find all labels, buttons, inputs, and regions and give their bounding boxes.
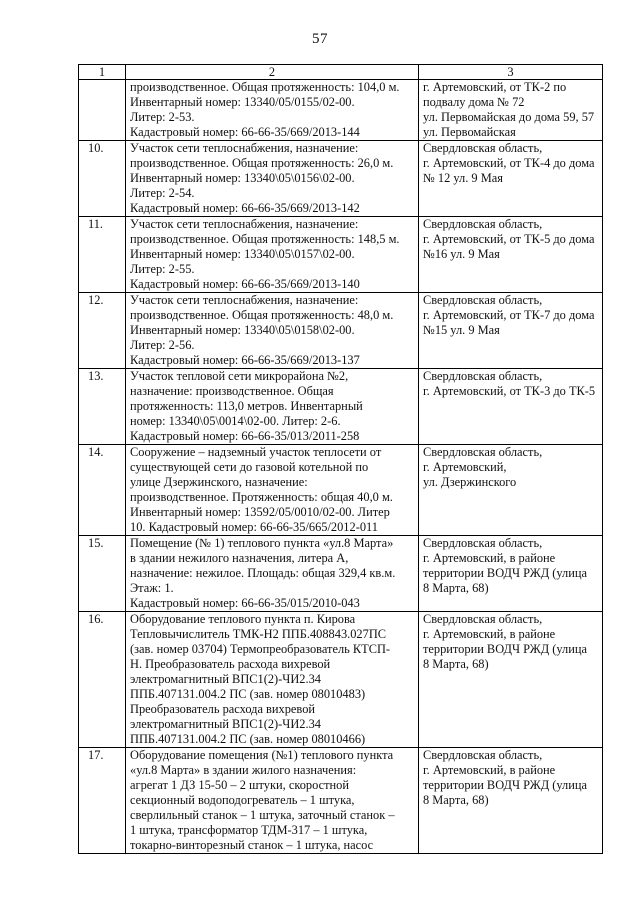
description-line: токарно-винторезный станок – 1 штука, насос	[130, 838, 374, 852]
description-line: Литер: 2-55.	[130, 262, 195, 276]
description-line: номер: 13340\05\0014\02-00. Литер: 2-6.	[130, 414, 341, 428]
description-line: электромагнитный ВПС1(2)-ЧИ2.34	[130, 672, 321, 686]
table-body	[79, 65, 603, 854]
description-cell	[126, 217, 419, 293]
description-cell	[126, 293, 419, 369]
description-line: Литер: 2-53.	[130, 110, 195, 124]
location-line: Свердловская область,	[423, 612, 543, 626]
description-line: Кадастровый номер: 66-66-35/669/2013-144	[130, 125, 360, 139]
location-cell	[419, 445, 603, 536]
description-cell	[126, 445, 419, 536]
location-line: ул. Первомайская	[423, 125, 516, 139]
location-line: № 12 ул. 9 Мая	[423, 171, 503, 185]
location-line: г. Артемовский, в районе	[423, 763, 556, 777]
page-number: 57	[312, 31, 328, 47]
location-line: г. Артемовский, от ТК-2 по	[423, 80, 567, 94]
location-line: г. Артемовский, в районе	[423, 551, 556, 565]
location-line: №16 ул. 9 Мая	[423, 247, 500, 261]
description-line: Инвентарный номер: 13340/05/0155/02-00.	[130, 95, 355, 109]
description-line: Кадастровый номер: 66-66-35/669/2013-140	[130, 277, 360, 291]
table-row	[79, 748, 603, 854]
description-line: Помещение (№ 1) теплового пункта «ул.8 Марта»	[130, 536, 394, 550]
description-line: Инвентарный номер: 13340\05\0156\02-00.	[130, 171, 355, 185]
description-line: ППБ.407131.004.2 ПС (зав. номер 08010483)	[130, 687, 366, 701]
row-number-cell: 11.	[79, 217, 126, 293]
description-line: производственное. Общая протяженность: 148,5 м.	[130, 232, 400, 246]
location-line: г. Артемовский, от ТК-7 до дома	[423, 308, 595, 322]
description-line: Инвентарный номер: 13340\05\0158\02-00.	[130, 323, 355, 337]
location-line: территории ВОДЧ РЖД (улица	[423, 778, 587, 792]
description-line: улице Дзержинского, назначение:	[130, 475, 308, 489]
description-line: 10. Кадастровый номер: 66-66-35/665/2012-011	[130, 520, 378, 534]
location-cell	[419, 217, 603, 293]
location-line: Свердловская область,	[423, 217, 543, 231]
table-row	[79, 536, 603, 612]
location-line: г. Артемовский, от ТК-3 до ТК-5	[423, 384, 596, 398]
description-line: Кадастровый номер: 66-66-35/669/2013-137	[130, 353, 360, 367]
column-header-3: 3	[419, 65, 603, 80]
description-cell	[126, 141, 419, 217]
description-line: производственное. Общая протяженность: 48,0 м.	[130, 308, 394, 322]
location-cell	[419, 293, 603, 369]
row-number-cell: 17.	[79, 748, 126, 854]
description-line: производственное. Общая протяженность: 104,0 м.	[130, 80, 400, 94]
description-line: Этаж: 1.	[130, 581, 174, 595]
description-line: агрегат 1 ДЗ 15-50 – 2 штуки, скоростной	[130, 778, 349, 792]
description-line: Оборудование помещения (№1) теплового пункта	[130, 748, 394, 762]
location-line: подвалу дома № 72	[423, 95, 525, 109]
description-cell	[126, 536, 419, 612]
description-line: Литер: 2-54.	[130, 186, 195, 200]
description-line: Н. Преобразователь расхода вихревой	[130, 657, 331, 671]
property-registry-table	[78, 64, 603, 854]
description-cell	[126, 612, 419, 748]
description-line: существующей сети до газовой котельной по	[130, 460, 369, 474]
location-line: 8 Марта, 68)	[423, 793, 489, 807]
column-header-2: 2	[126, 65, 419, 80]
location-line: Свердловская область,	[423, 141, 543, 155]
location-line: территории ВОДЧ РЖД (улица	[423, 566, 587, 580]
location-line: г. Артемовский,	[423, 460, 507, 474]
location-cell	[419, 612, 603, 748]
row-number-cell: 13.	[79, 369, 126, 445]
row-number-cell	[79, 80, 126, 141]
description-line: Участок тепловой сети микрорайона №2,	[130, 369, 349, 383]
description-cell	[126, 748, 419, 854]
location-cell	[419, 536, 603, 612]
table-row	[79, 369, 603, 445]
location-line: Свердловская область,	[423, 369, 543, 383]
description-line: Участок сети теплоснабжения, назначение:	[130, 217, 359, 231]
description-cell	[126, 369, 419, 445]
row-number-cell: 16.	[79, 612, 126, 748]
row-number-cell: 14.	[79, 445, 126, 536]
location-cell	[419, 80, 603, 141]
description-line: Кадастровый номер: 66-66-35/013/2011-258	[130, 429, 360, 443]
location-line: г. Артемовский, от ТК-5 до дома	[423, 232, 595, 246]
description-line: сверлильный станок – 1 штука, заточный станок –	[130, 808, 395, 822]
table-row	[79, 293, 603, 369]
description-line: 1 штука, трансформатор ТДМ-317 – 1 штука,	[130, 823, 368, 837]
location-line: №15 ул. 9 Мая	[423, 323, 500, 337]
location-line: 8 Марта, 68)	[423, 657, 489, 671]
description-line: Литер: 2-56.	[130, 338, 195, 352]
location-line: Свердловская область,	[423, 536, 543, 550]
description-cell	[126, 80, 419, 141]
column-header-1: 1	[79, 65, 126, 80]
location-line: г. Артемовский, от ТК-4 до дома	[423, 156, 595, 170]
location-line: Свердловская область,	[423, 293, 543, 307]
description-line: Инвентарный номер: 13340\05\0157\02-00.	[130, 247, 355, 261]
description-line: Тепловычислитель ТМК-Н2 ППБ.408843.027ПС	[130, 627, 387, 641]
table-row	[79, 141, 603, 217]
row-number-cell: 10.	[79, 141, 126, 217]
table-row	[79, 217, 603, 293]
description-line: Сооружение – надземный участок теплосети от	[130, 445, 382, 459]
location-cell	[419, 748, 603, 854]
description-line: протяженность: 113,0 метров. Инвентарный	[130, 399, 363, 413]
table-row	[79, 612, 603, 748]
description-line: производственное. Общая протяженность: 26,0 м.	[130, 156, 394, 170]
location-line: ул. Дзержинского	[423, 475, 517, 489]
description-line: производственное. Протяженность: общая 40,0 м.	[130, 490, 393, 504]
row-number-cell: 12.	[79, 293, 126, 369]
location-line: 8 Марта, 68)	[423, 581, 489, 595]
description-line: Кадастровый номер: 66-66-35/669/2013-142	[130, 201, 360, 215]
location-line: Свердловская область,	[423, 445, 543, 459]
description-line: Оборудование теплового пункта п. Кирова	[130, 612, 356, 626]
description-line: Преобразователь расхода вихревой	[130, 702, 316, 716]
description-line: ППБ.407131.004.2 ПС (зав. номер 08010466)	[130, 732, 366, 746]
location-cell	[419, 369, 603, 445]
description-line: электромагнитный ВПС1(2)-ЧИ2.34	[130, 717, 321, 731]
description-line: «ул.8 Марта» в здании жилого назначения:	[130, 763, 357, 777]
location-line: г. Артемовский, в районе	[423, 627, 556, 641]
description-line: в здании нежилого назначения, литера А,	[130, 551, 349, 565]
location-cell	[419, 141, 603, 217]
table-header-row	[79, 65, 603, 80]
table-row	[79, 80, 603, 141]
description-line: секционный водоподогреватель – 1 штука,	[130, 793, 355, 807]
description-line: Инвентарный номер: 13592/05/0010/02-00. Литер	[130, 505, 390, 519]
description-line: назначение: производственное. Общая	[130, 384, 334, 398]
table-row	[79, 445, 603, 536]
description-line: (зав. номер 03704) Термопреобразователь КТСП-	[130, 642, 391, 656]
row-number-cell: 15.	[79, 536, 126, 612]
description-line: Участок сети теплоснабжения, назначение:	[130, 141, 359, 155]
description-line: назначение: нежилое. Площадь: общая 329,4 кв.м.	[130, 566, 396, 580]
location-line: Свердловская область,	[423, 748, 543, 762]
description-line: Участок сети теплоснабжения, назначение:	[130, 293, 359, 307]
location-line: территории ВОДЧ РЖД (улица	[423, 642, 587, 656]
location-line: ул. Первомайская до дома 59, 57	[423, 110, 595, 124]
description-line: Кадастровый номер: 66-66-35/015/2010-043	[130, 596, 360, 610]
